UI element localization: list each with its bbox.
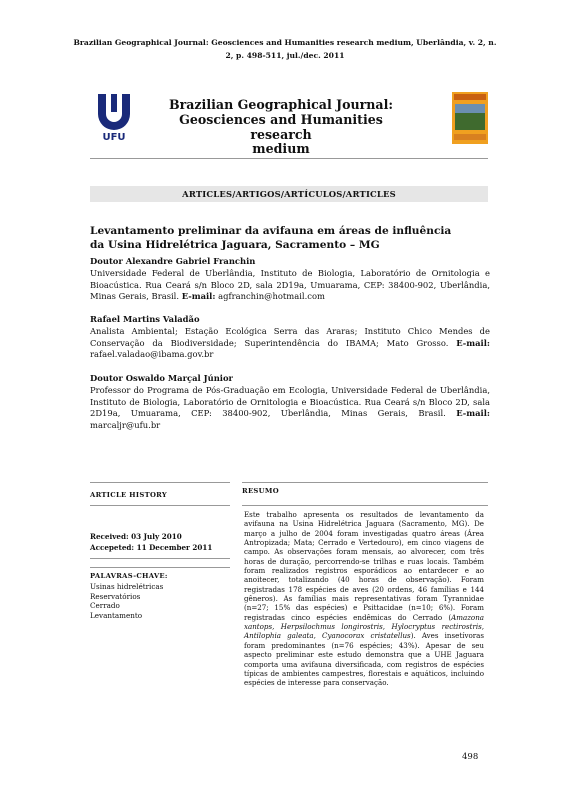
author-affiliation <box>90 385 490 431</box>
running-header <box>70 36 500 62</box>
paper-title-line2: da Usina Hidrelétrica Jaguara, Sacramento – MG <box>90 238 380 251</box>
affiliation-text: Professor do Programa de Pós-Graduação em Ecologia, Universidade Federal de Uberlândia, Instituto de Biologia, Laboratório de Ornitologia e Bioacústica. Rua Ceará s/n Bloco 2D, sala 2D19a, Umuarama, CEP: 38400-902, Uberlândia, Minas Gerais, Brasil. <box>90 385 490 419</box>
author-email[interactable]: agfranchin@hotmail.com <box>218 291 325 302</box>
resumo-text-part1: Este trabalho apresenta os resultados de levantamento da avifauna na Usina Hidrelétrica Jaguara (Sacramento, MG). De março a julho de 2004 foram investigadas quatro áreas (Área Antropizada; Mata; Cerrado e Vertedouro), em cinco viagens de campo. As observações foram mensais, ao alvorecer, com três horas de duração, percorrendo-se trilhas e ruas locais. Também foram realizados registros esporádicos ao entardecer e ao anoitecer, totalizando (40 horas de observação). Foram registradas 178 espécies de aves (20 ordens, 46 famílias e 144 gêneros). As famílias mais representativas foram Tyrannidae (n=27; 15% das espécies) e Psittacidae (n=10; 6%). Foram registradas cinco espécies endêmicas do Cerrado ( <box>244 510 484 622</box>
keywords-list <box>90 582 163 620</box>
accepted-date: Accepeted: 11 December 2011 <box>90 542 213 552</box>
author-name: Rafael Martins Valadão <box>90 314 200 324</box>
email-label: E-mail: <box>456 408 490 419</box>
author-affiliation <box>90 326 490 361</box>
article-history <box>90 532 212 553</box>
journal-title-line2: Geosciences and Humanities research <box>179 111 383 142</box>
cover-header-bar <box>454 94 486 100</box>
resumo-text-part2: ). Aves insetívoras foram predominantes (n=76 espécies; 43%). Apesar de seu aspecto preliminar este estudo demonstra que a UHE Jaguara comporta uma avifauna diversificada, com registros de espécies típicas de ambientes campestres, florestais e aquáticos, incluindo espécies de interesse para conservação. <box>244 631 484 688</box>
author-email[interactable]: marcaljr@ufu.br <box>90 419 161 430</box>
keyword-item: Reservatórios <box>90 591 141 601</box>
article-history-rule <box>90 505 230 506</box>
journal-title-line3: medium <box>252 141 310 157</box>
keyword-item: Cerrado <box>90 601 120 610</box>
page-number: 498 <box>462 752 479 762</box>
keyword-item: Levantamento <box>90 610 143 620</box>
author-name: Doutor Alexandre Gabriel Franchin <box>90 256 256 266</box>
journal-title <box>150 98 412 157</box>
resumo-heading: RESUMO <box>242 487 279 495</box>
section-label: ARTICLES/ARTIGOS/ARTÍCULOS/ARTICLES <box>90 186 488 202</box>
affiliation-text: Universidade Federal de Uberlândia, Instituto de Biologia, Laboratório de Ornitologia e Bioacústica. Rua Ceará s/n Bloco 2D, sala 2D19a, Umuarama, CEP: 38400-902, Uberlândia, Minas Gerais, Brasil. <box>90 268 490 302</box>
journal-title-line1: Brazilian Geographical Journal: <box>168 97 394 112</box>
email-label: E-mail: <box>181 291 216 302</box>
journal-cover-thumbnail <box>452 92 488 144</box>
keywords-top-rule <box>90 558 230 559</box>
affiliation-text: Analista Ambiental; Estação Ecológica Serra das Araras; Instituto Chico Mendes de Conservação da Biodiversidade; Superintendência do IBAMA; Mato Grosso. <box>90 326 490 348</box>
cover-footer-bar <box>454 134 486 140</box>
email-label: E-mail: <box>456 337 490 348</box>
keywords-heading: PALAVRAS-CHAVE: <box>90 572 168 580</box>
ufu-logo-text: UFU <box>102 132 126 143</box>
running-header-line1: Brazilian Geographical Journal: Geosciences and Humanities research medium, Uberlândia, v. 2, n. <box>73 38 497 47</box>
endemic-species-list: Amazona xantops, Herpsilochmus longirostris, Hylocryptus rectirostris, Antilophia galeata, Cyanocorax cristatellus <box>244 612 484 641</box>
header-divider <box>90 158 488 159</box>
keyword-item: Usinas hidrelétricas <box>90 582 164 591</box>
left-column-top-rule <box>90 482 230 483</box>
ufu-emblem-icon <box>92 92 136 134</box>
author-affiliation <box>90 268 490 303</box>
cover-landscape-image <box>455 104 485 130</box>
resumo-heading-rule <box>242 505 488 506</box>
received-date: Received: 03 July 2010 <box>90 532 182 541</box>
resumo-top-rule <box>242 482 488 483</box>
resumo-text <box>244 510 484 688</box>
running-header-line2: 2, p. 498-511, jul./dec. 2011 <box>225 51 345 60</box>
ufu-logo <box>92 92 136 148</box>
article-history-heading: ARTICLE HISTORY <box>90 491 168 499</box>
paper-title-line1: Levantamento preliminar da avifauna em áreas de influência <box>90 225 452 237</box>
author-name: Doutor Oswaldo Marçal Júnior <box>90 373 233 383</box>
keywords-second-rule <box>90 567 230 568</box>
author-email[interactable]: rafael.valadao@ibama.gov.br <box>90 349 214 360</box>
paper-title <box>90 225 490 252</box>
